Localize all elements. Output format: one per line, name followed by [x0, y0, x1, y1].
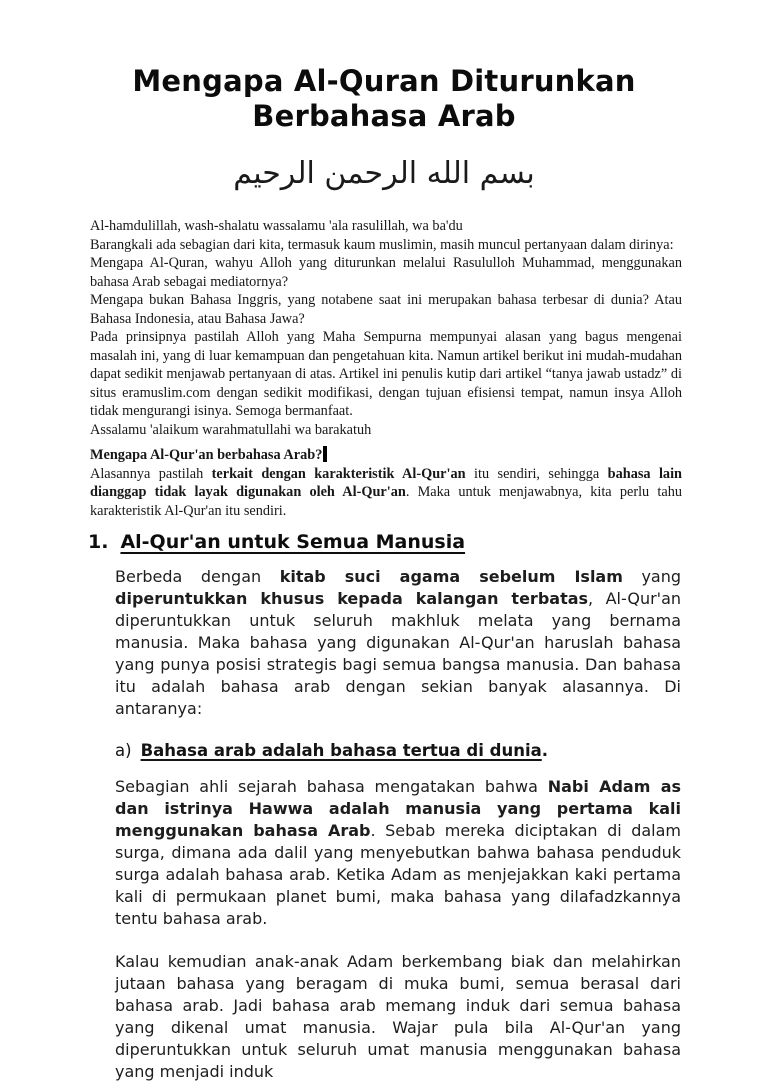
title-line-2[interactable]: Berbahasa Arab — [252, 99, 516, 133]
paragraph[interactable] — [90, 236, 682, 255]
text-run[interactable]: terkait dengan karakteristik Al-Qur'an — [211, 465, 466, 482]
text-run[interactable]: Berbeda dengan — [115, 567, 280, 586]
subsection-body[interactable] — [115, 776, 681, 1083]
section-body[interactable] — [115, 566, 681, 720]
text-run[interactable]: Barangkali ada sebagian dari kita, termasuk kaum muslimin, masih muncul pertanyaan dalam dirinya: — [90, 236, 674, 253]
text-run[interactable]: Assalamu 'alaikum warahmatullahi wa barakatuh — [90, 421, 372, 438]
text-run[interactable]: diperuntukkan khusus kepada kalangan terbatas — [115, 589, 589, 608]
text-run[interactable]: . Sebab mereka diciptakan di dalam surga, dimana ada dalil yang menyebutkan bahwa bahasa penduduk surga adalah bahasa arab. Ketika Adam as menjejakkan kaki pertama kali di permukaan planet bumi, maka bahasa yang dilafadzkannya tentu bahasa arab. — [115, 821, 681, 928]
text-run[interactable]: Pada prinsipnya pastilah Alloh yang Maha Sempurna mempunyai alasan yang bagus mengenai masalah ini, yang di luar kemampuan dan pengetahuan kita. Namun artikel berikut ini mudah-mudahan dapat sedikit menjawab pertanyaan di atas. Artikel ini penulis kutip dari artikel “tanya jawab ustadz” di situs eramuslim.com dengan sedikit modifikasi, dengan tujuan efisiensi tempat, namun insya Alloh tidak mengurangi isinya. Semoga bermanfaat. — [90, 329, 682, 419]
paragraph[interactable] — [90, 217, 682, 236]
text-cursor — [323, 446, 327, 462]
section-heading-text[interactable]: Al-Qur'an untuk Semua Manusia — [120, 531, 466, 553]
subsection-heading[interactable] — [115, 741, 708, 760]
bismillah-calligraphy[interactable]: بسم الله الرحمن الرحيم — [233, 156, 535, 191]
paragraph[interactable] — [90, 328, 682, 421]
paragraph[interactable] — [115, 951, 681, 1083]
text-run[interactable]: itu sendiri, sehingga — [465, 465, 608, 482]
intro-text-block[interactable] — [90, 217, 682, 520]
paragraph[interactable] — [115, 566, 681, 720]
text-run[interactable]: Sebagian ahli sejarah bahasa mengatakan bahwa — [115, 777, 548, 796]
document-page[interactable] — [0, 64, 768, 1088]
title-line-1[interactable]: Mengapa Al-Quran Diturunkan — [132, 64, 636, 98]
text-run[interactable]: Mengapa bukan Bahasa Inggris, yang notabene saat ini merupakan bahasa terbesar di dunia? Atau Bahasa Indonesia, atau Bahasa Jawa? — [90, 292, 682, 327]
document-title[interactable] — [60, 64, 708, 134]
paragraph[interactable] — [90, 254, 682, 291]
text-run[interactable]: Mengapa Al-Qur'an berbahasa Arab? — [90, 447, 323, 463]
text-run[interactable]: Al-hamdulillah, wash-shalatu wassalamu 'ala rasulillah, wa ba'du — [90, 218, 463, 234]
text-run[interactable]: bahasa lain dianggap tidak layak digunakan oleh Al-Qur'an — [90, 465, 683, 500]
section-heading[interactable] — [88, 531, 708, 553]
text-run[interactable]: , Al-Qur'an diperuntukkan untuk seluruh makhluk melata yang bernama manusia. Maka bahasa yang digunakan Al-Qur'an haruslah bahasa yang punya posisi strategis bagi semua bangsa manusia. Dan bahasa itu adalah bahasa arab dengan sekian banyak alasannya. Di antaranya: — [115, 589, 682, 718]
paragraph[interactable] — [90, 465, 682, 521]
text-run[interactable]: Kalau kemudian anak-anak Adam berkembang biak dan melahirkan jutaan bahasa yang beragam di muka bumi, semua berasal dari bahasa arab. Jadi bahasa arab memang induk dari semua bahasa yang dikenal umat manusia. Wajar pula bila Al-Qur'an yang diperuntukkan untuk seluruh umat manusia menggunakan bahasa yang menjadi induk — [115, 952, 681, 1081]
section-number[interactable]: 1. — [88, 531, 109, 553]
text-run[interactable]: Alasannya pastilah — [90, 465, 212, 482]
text-run[interactable]: Mengapa Al-Quran, wahyu Alloh yang diturunkan melalui Rasululloh Muhammad, menggunakan bahasa Arab sebagai mediatornya? — [90, 255, 682, 290]
text-run[interactable]: yang — [622, 567, 682, 586]
text-run[interactable]: . Maka untuk menjawabnya, kita perlu tahu karakteristik Al-Qur'an itu sendiri. — [90, 484, 682, 519]
subsection-heading-period[interactable]: . — [541, 741, 549, 760]
text-run[interactable]: Nabi Adam as dan istrinya Hawwa adalah manusia yang pertama kali menggunakan bahasa Arab — [115, 777, 682, 840]
paragraph[interactable] — [90, 291, 682, 328]
paragraph[interactable] — [115, 776, 681, 930]
paragraph[interactable] — [90, 446, 682, 465]
subsection-heading-text[interactable]: Bahasa arab adalah bahasa tertua di dunia — [140, 741, 542, 760]
subsection-marker[interactable]: a) — [115, 741, 132, 760]
paragraph[interactable] — [90, 421, 682, 440]
text-run[interactable]: kitab suci agama sebelum Islam — [279, 567, 623, 586]
